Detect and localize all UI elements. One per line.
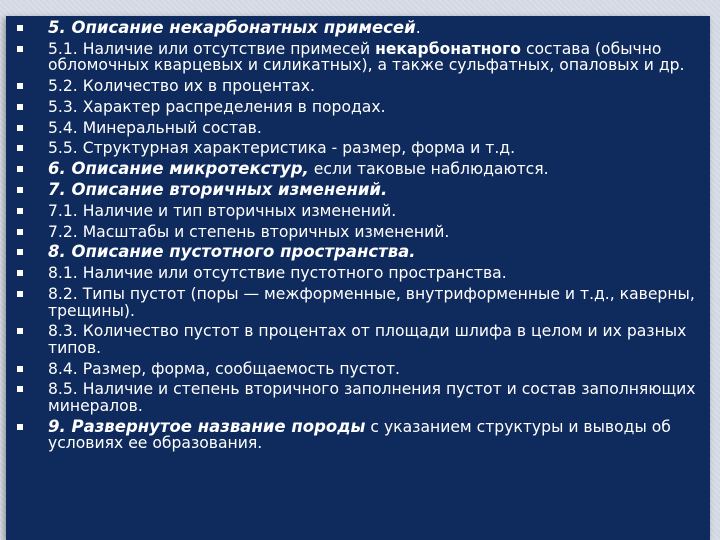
- list-item: [6, 224, 710, 241]
- list-item: [6, 323, 710, 356]
- square-bullet-icon: [17, 104, 23, 110]
- list-item: [6, 120, 710, 137]
- list-item: [6, 416, 710, 453]
- item-text: 5.2. Количество их в процентах.: [48, 77, 315, 96]
- square-bullet-icon: [17, 270, 23, 276]
- square-bullet-icon: [17, 166, 23, 172]
- item-text: 5.4. Минеральный состав.: [48, 118, 262, 137]
- item-text: 5.3. Характер распределения в породах.: [48, 97, 386, 116]
- list-item: [6, 140, 710, 157]
- item-text: 7.2. Масштабы и степень вторичных изменений.: [48, 222, 450, 241]
- section-heading: 5. Описание некарбонатных примесей: [48, 18, 416, 37]
- item-text: 5.1. Наличие или отсутствие примесей: [48, 39, 376, 58]
- list-item: [6, 20, 710, 37]
- square-bullet-icon: [17, 424, 23, 430]
- section-heading: 6. Описание микротекстур,: [48, 159, 309, 179]
- square-bullet-icon: [17, 208, 23, 214]
- item-text: состава (обычно обломочных кварцевых и силикатных), а также сульфатных, опаловых и др.: [48, 39, 685, 75]
- content-panel: [6, 16, 710, 540]
- square-bullet-icon: [17, 366, 23, 372]
- square-bullet-icon: [17, 229, 23, 235]
- square-bullet-icon: [17, 125, 23, 131]
- list-item: [6, 244, 710, 261]
- square-bullet-icon: [17, 25, 23, 31]
- item-text: .: [415, 19, 421, 37]
- list-item: [6, 361, 710, 378]
- section-heading: 7. Описание вторичных изменений.: [48, 180, 388, 200]
- item-text: 8.1. Наличие или отсутствие пустотного пространства.: [48, 264, 507, 283]
- list-item: [6, 99, 710, 116]
- list-item: [6, 41, 710, 74]
- section-heading: 9. Развернутое название породы: [48, 416, 366, 436]
- item-text: 7.1. Наличие и тип вторичных изменений.: [48, 201, 397, 220]
- square-bullet-icon: [17, 145, 23, 151]
- list-item: [6, 286, 710, 319]
- square-bullet-icon: [17, 46, 23, 52]
- square-bullet-icon: [17, 249, 23, 255]
- square-bullet-icon: [17, 187, 23, 193]
- item-text: 5.5. Структурная характеристика - размер, форма и т.д.: [48, 139, 516, 158]
- square-bullet-icon: [17, 328, 23, 334]
- list-item: [6, 381, 710, 414]
- list-item: [6, 203, 710, 220]
- item-text: с указанием структуры и выводы об условиях ее образования.: [48, 417, 671, 453]
- item-text: если таковые наблюдаются.: [308, 160, 549, 179]
- list-item: [6, 161, 710, 178]
- section-heading: 8. Описание пустотного пространства.: [48, 242, 416, 262]
- square-bullet-icon: [17, 291, 23, 297]
- list-item: [6, 182, 710, 199]
- item-text: 8.4. Размер, форма, сообщаемость пустот.: [48, 359, 401, 378]
- list-item: [6, 265, 710, 282]
- square-bullet-icon: [17, 386, 23, 392]
- bullet-list: [6, 20, 710, 456]
- square-bullet-icon: [17, 83, 23, 89]
- item-bold-text: некарбонатного: [375, 39, 521, 58]
- item-text: 8.5. Наличие и степень вторичного заполнения пустот и состав заполняющих минералов.: [48, 380, 696, 415]
- list-item: [6, 78, 710, 95]
- item-text: 8.3. Количество пустот в процентах от площади шлифа в целом и их разных типов.: [48, 322, 687, 357]
- item-text: 8.2. Типы пустот (поры — межформенные, внутриформенные и т.д., каверны, трещины).: [48, 285, 695, 320]
